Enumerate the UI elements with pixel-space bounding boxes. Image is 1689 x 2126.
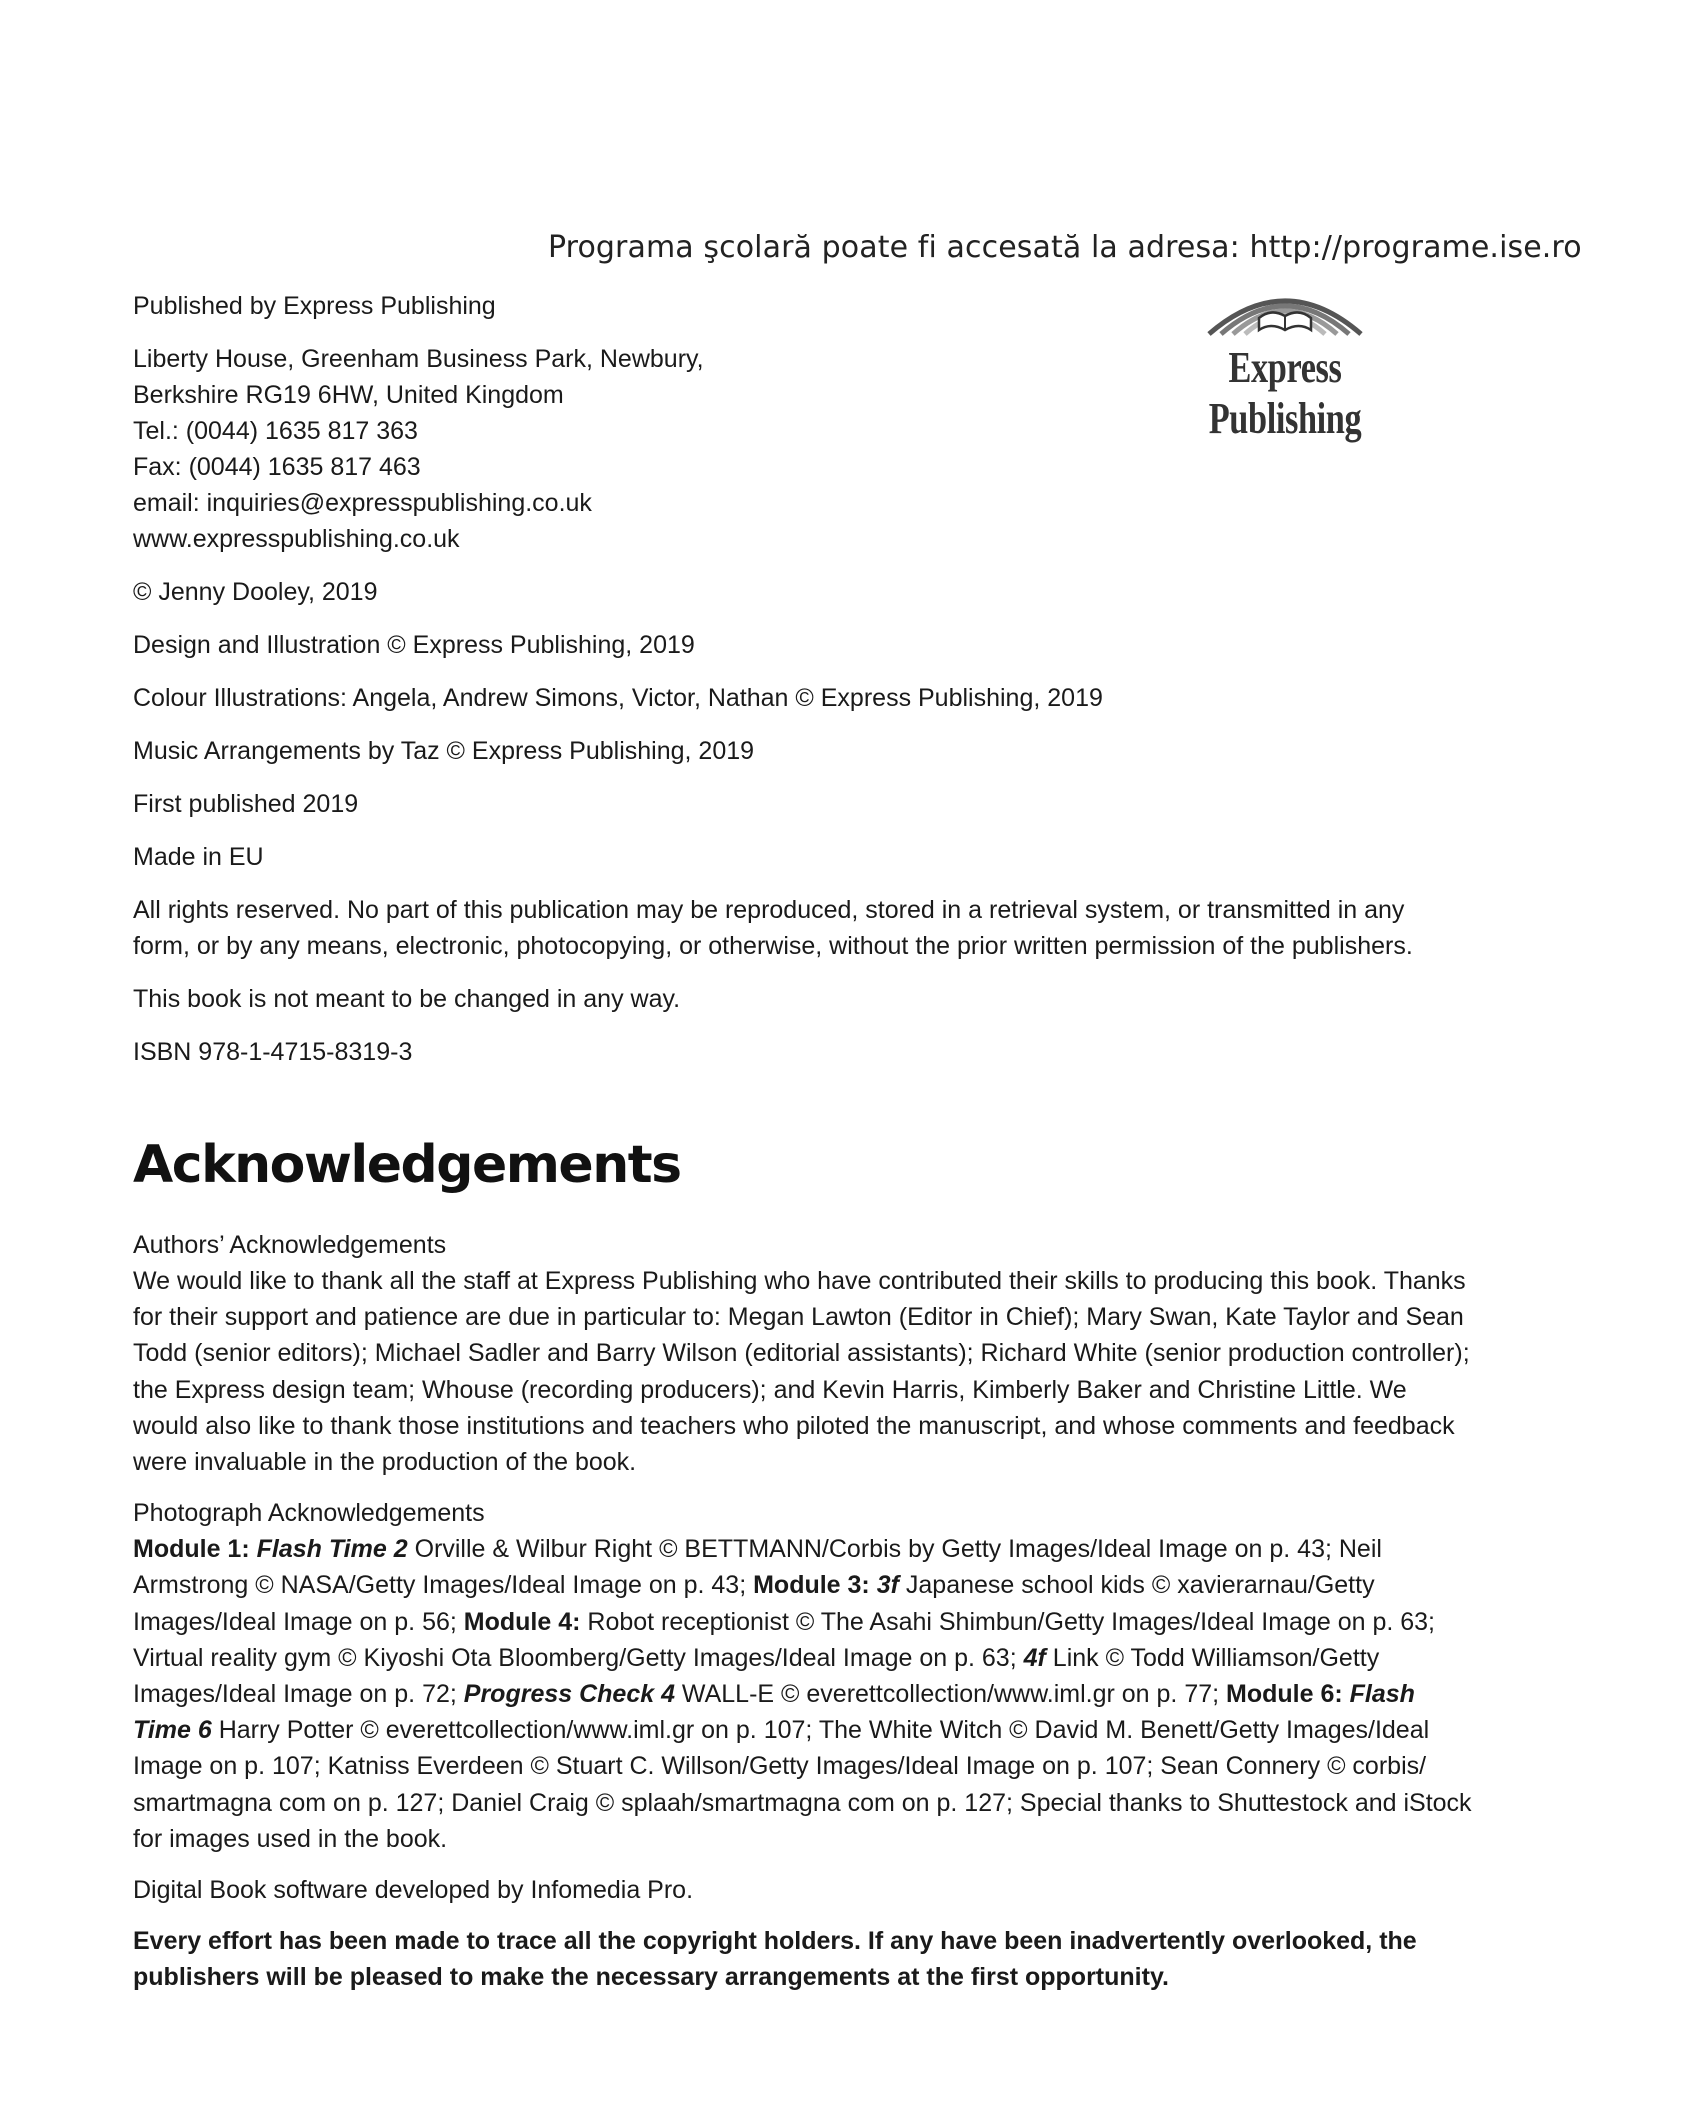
module-label: Module 3: bbox=[753, 1571, 870, 1600]
publisher-address bbox=[133, 341, 1473, 557]
module-label: Module 6: bbox=[1226, 1680, 1343, 1709]
authors-heading: Authors’ Acknowledgements bbox=[133, 1231, 447, 1259]
curriculum-note: Programa şcolară poate fi accesată la adresa: http://programe.ise.ro bbox=[548, 230, 1582, 265]
published-by: Published by Express Publishing bbox=[133, 292, 496, 320]
copyright-line: © Jenny Dooley, 2019 bbox=[133, 578, 378, 606]
photo-heading: Photograph Acknowledgements bbox=[133, 1499, 485, 1528]
copyright-holders-note: Every effort has been made to trace all the copyright holders. If any have been inadvertently overlooked, the publishers will be pleased to make the necessary arrangements at the first opportunity. bbox=[133, 1927, 1417, 1992]
credit-text: Orville & Wilbur Right © BETTMANN/Corbis by Getty Images/Ideal Image on p. 43; Neil Armstrong © NASA/Getty Images/Ideal Image on p. 43; bbox=[133, 1535, 1382, 1600]
digital-credit: Digital Book software developed by Infomedia Pro. bbox=[133, 1876, 694, 1905]
fax-line: Fax: (0044) 1635 817 463 bbox=[133, 453, 421, 481]
rights-line: form, or by any means, electronic, photocopying, or otherwise, without the prior written permission of the publishers. bbox=[133, 932, 1413, 960]
module-label: Module 4: bbox=[463, 1607, 581, 1636]
credit-text: Harry Potter © everettcollection/www.iml.gr on p. 107; The White Witch © David M. Benett/Getty Images/Ideal Image on p. 107; Katniss Everdeen © Stuart C. Willson/Getty Images/Ideal Image on p. 107; Sean Connery © corbis/ smartmagna com on p. 127; Daniel Craig © splaah/smartmagna com on p. 127; Special thanks to Shuttestock and iStock for images used in the book. bbox=[133, 1716, 1472, 1853]
no-change-note: This book is not meant to be changed in any way. bbox=[133, 985, 681, 1013]
section-title: Flash Time 2 bbox=[256, 1535, 408, 1564]
rights-line: All rights reserved. No part of this publication may be reproduced, stored in a retrieval system, or transmitted in any bbox=[133, 896, 1405, 924]
credit-text: Japanese school kids © xavierarnau/Getty Images/Ideal Image on p. 56; bbox=[133, 1571, 1375, 1636]
credit-text: WALL-E © everettcollection/www.iml.gr on p. 77; bbox=[674, 1680, 1227, 1709]
rights-notice bbox=[133, 892, 1473, 964]
acknowledgements-title: Acknowledgements bbox=[133, 1135, 681, 1195]
website-line: www.expresspublishing.co.uk bbox=[133, 525, 460, 553]
phone-line: Tel.: (0044) 1635 817 363 bbox=[133, 417, 418, 445]
isbn: ISBN 978-1-4715-8319-3 bbox=[133, 1038, 413, 1066]
module-label: Module 1: bbox=[133, 1535, 250, 1564]
first-published: First published 2019 bbox=[133, 790, 359, 818]
section-title: Progress Check 4 bbox=[463, 1680, 675, 1709]
credit-text: Robot receptionist © The Asahi Shimbun/Getty Images/Ideal Image on p. 63; Virtual reality gym © Kiyoshi Ota Bloomberg/Getty Images/Ideal Image on p. 63; bbox=[133, 1607, 1435, 1672]
logo-text: Express Publishing bbox=[1208, 343, 1362, 443]
credit-text: Link © Todd Williamson/Getty Images/Ideal Image on p. 72; bbox=[133, 1643, 1380, 1709]
authors-text: We would like to thank all the staff at Express Publishing who have contributed their skills to producing this book. Thanks for their support and patience are due in particular to: Megan Lawton (Editor in Chief); Mary Swan, Kate Taylor and Sean Todd (senior editors); Michael Sadler and Barry Wilson (editorial assistants); Richard White (senior production controller); the Express design team; Whouse (recording producers); and Kevin Harris, Kimberly Baker and Christine Little. We would also like to thank those institutions and teachers who piloted the manuscript, and whose comments and feedback were invaluable in the production of the book. bbox=[133, 1267, 1470, 1477]
section-title: Flash Time 6 bbox=[133, 1680, 1415, 1745]
made-in: Made in EU bbox=[133, 843, 264, 871]
section-title: 4f bbox=[1023, 1643, 1046, 1672]
address-line: Berkshire RG19 6HW, United Kingdom bbox=[133, 381, 564, 409]
email-line: email: inquiries@expresspublishing.co.uk bbox=[133, 489, 592, 517]
section-title: 3f bbox=[876, 1571, 899, 1600]
acknowledgements-body bbox=[133, 1227, 1473, 2011]
photo-credits bbox=[133, 1531, 1473, 1857]
publisher-info bbox=[133, 288, 1473, 1087]
design-credit: Design and Illustration © Express Publishing, 2019 bbox=[133, 631, 695, 659]
address-line: Liberty House, Greenham Business Park, Newbury, bbox=[133, 345, 704, 373]
music-credit: Music Arrangements by Taz © Express Publishing, 2019 bbox=[133, 737, 755, 765]
illustration-credit: Colour Illustrations: Angela, Andrew Simons, Victor, Nathan © Express Publishing, 2019 bbox=[133, 684, 1103, 712]
